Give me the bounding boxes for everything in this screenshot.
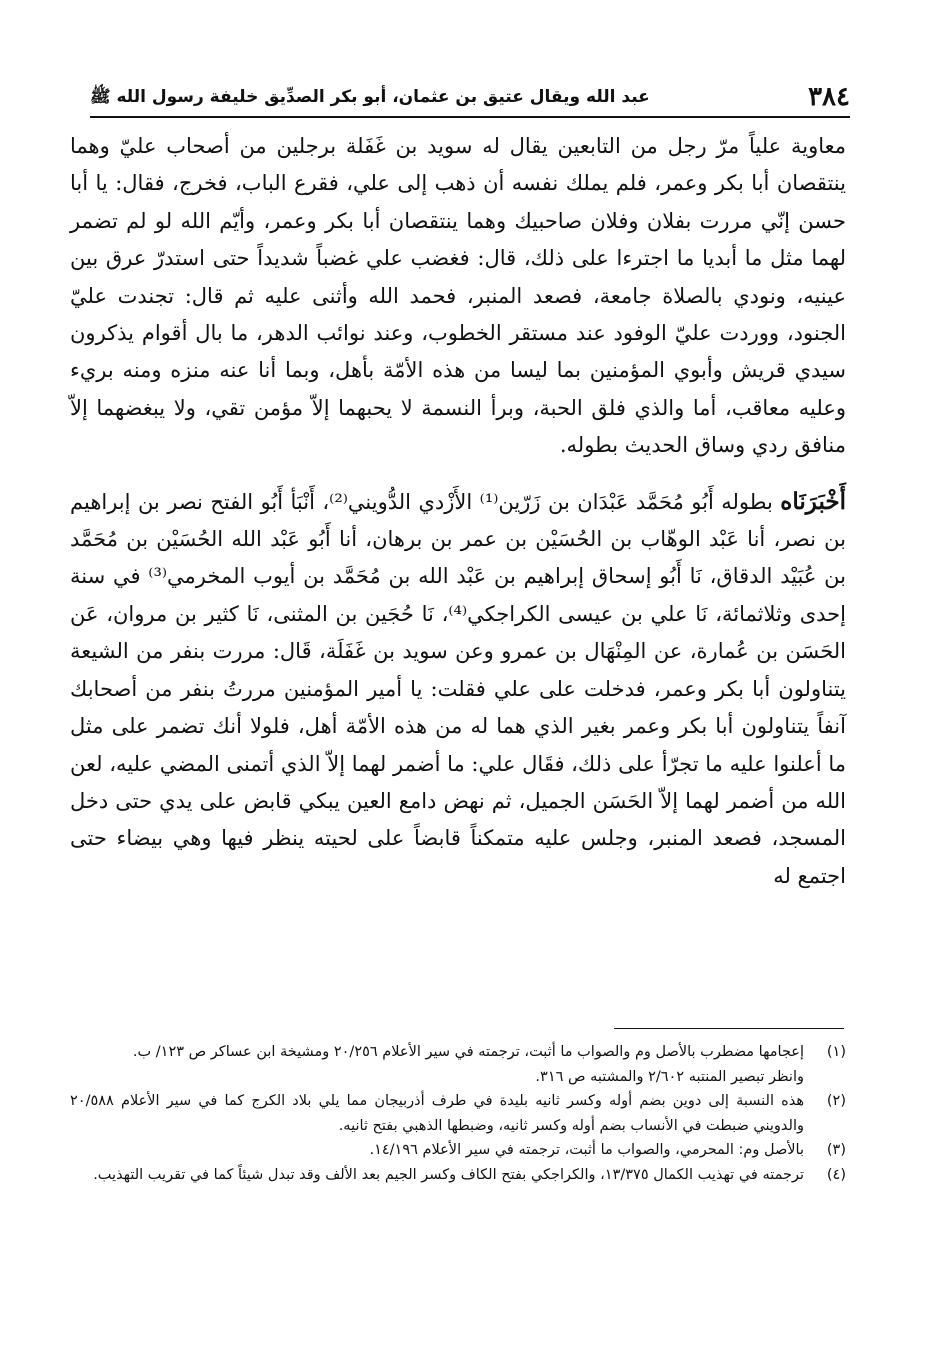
main-text xyxy=(70,128,846,895)
footnote-text: ترجمته في تهذيب الكمال ١٣/٣٧٥، والكراجكي بفتح الكاف وكسر الجيم بعد الألف وقد تبدل شيئاً كما في تقريب التهذيب. xyxy=(93,1166,804,1183)
footnote-text: هذه النسبة إلى دوين بضم أوله وكسر ثانيه بليدة في طرف أذربيجان مما يلي بلاد الكرج كما في سير الأعلام ٢٠/٥٨٨ والدويني ضبطت في الأنساب بضم أوله وكسر ثانيه، وضبطها الذهبي بفتح ثانيه. xyxy=(70,1093,804,1134)
running-title: عبد الله ويقال عتيق بن عثمان، أبو بكر الصدِّيق خليفة رسول الله ﷺ xyxy=(90,87,650,107)
footnote-4 xyxy=(70,1163,846,1188)
footnote-2 xyxy=(70,1089,846,1138)
footnote-number: (٤) xyxy=(826,1166,846,1183)
footnote-3 xyxy=(70,1138,846,1163)
footnote-separator xyxy=(614,1028,844,1029)
paragraph-2-lead-word: أَخْبَرَنَاه xyxy=(780,487,846,515)
page-header xyxy=(90,74,850,118)
paragraph-1: معاوية علياً مرّ رجل من التابعين يقال له سويد بن غَفَلة برجلين من أصحاب عليّ وهما ينتقصان أبا بكر وعمر، فلم يملك نفسه أن ذهب إلى علي، فقرع الباب، فخرج، فقال: يا أبا حسن إنّي مررت بفلان وفلان صاحبيك وهما ينتقصان أبا بكر وعمر، وأيّم الله لو لم تضمر لهما مثل ما أبديا ما اجترءا على ذلك، قال: فغضب علي غضباً شديداً حتى استدرّ عرق بين عينيه، ونودي بالصلاة جامعة، فصعد المنبر، فحمد الله وأثنى عليه ثم قال: تجندت عليّ الجنود، ووردت عليّ الوفود عند مستقر الخطوب، وعند نوائب الدهر، ما بال أقوام يذكرون سيدي قريش وأبوي المؤمنين بما ليسا من هذه الأمّة بأهل، وبما أنا عنه منزه ومنه بريء وعليه معاقب، أما والذي فلق الحبة، وبرأ النسمة لا يحبهما إلاّ مؤمن تقي، ولا يبغضهما إلاّ منافق ردي وساق الحديث بطوله. xyxy=(70,134,847,458)
footnotes xyxy=(70,1040,846,1188)
page-number: ٣٨٤ xyxy=(808,82,850,112)
footnote-text: إعجامها مضطرب بالأصل وم والصواب ما أثبت، ترجمته في سير الأعلام ٢٠/٢٥٦ ومشيخة ابن عساكر ص ١٢٣/ ب. xyxy=(132,1044,804,1060)
footnote-number: (١) xyxy=(826,1044,846,1060)
paragraph-2 xyxy=(70,483,846,895)
paragraph-2-text: بطوله أَبُو مُحَمَّد عَبْدَان بن زَرّين⁽¹⁾ الأَزْدي الدُّويني⁽²⁾، أَنْبَأ أَبُو الفتح نصر بن إبراهيم بن نصر، أنا عَبْد الوهّاب بن الحُسَيْن بن عمر بن برهان، أنا أَبُو عَبْد الله الحُسَيْن بن مُحَمَّد بن عُبَيْد الدقاق، نَا أَبُو إسحاق إبراهيم بن عَبْد الله بن مُحَمَّد بن أيوب المخرمي⁽³⁾ في سنة إحدى وثلاثمائة، نَا علي بن عيسى الكراجكي⁽⁴⁾، نَا حُجَين بن المثنى، نَا كثير بن مروان، عَن الحَسَن بن عُمارة، عن المِنْهَال بن عمرو وعن سويد بن غَفَلَة، قَال: مررت بنفر من الشيعة يتناولون أبا بكر وعمر، فدخلت على علي فقلت: يا أمير المؤمنين مررتُ بنفر من أصحابك آنفاً يتناولون أبا بكر وعمر بغير الذي هما له من هذه الأمّة أهل، فلولا أنك تضمر على مثل ما أعلنوا عليه ما تجرّأ على ذلك، فقَال علي: ما أضمر لهما إلاّ الذي أتمنى المضي عليه، لعن الله من أضمر لهما إلاّ الحَسَن الجميل، ثم نهض دامع العين يبكي قابض على يدي حتى دخل المسجد، فصعد المنبر، وجلس عليه متمكناً قابضاً على لحيته ينظر فيها وهي بيضاء حتى اجتمع له xyxy=(70,489,847,888)
footnote-number: (٢) xyxy=(826,1093,846,1110)
footnote-1-continuation: وانظر تبصير المنتبه ٢/٦٠٢ والمشتبه ص ٣١٦. xyxy=(535,1068,804,1085)
footnote-1 xyxy=(70,1040,846,1065)
footnote-number: (٣) xyxy=(826,1142,846,1159)
footnote-text: بالأصل وم: المحرمي، والصواب ما أثبت، ترجمته في سير الأعلام ١٤/١٩٦. xyxy=(369,1142,804,1159)
